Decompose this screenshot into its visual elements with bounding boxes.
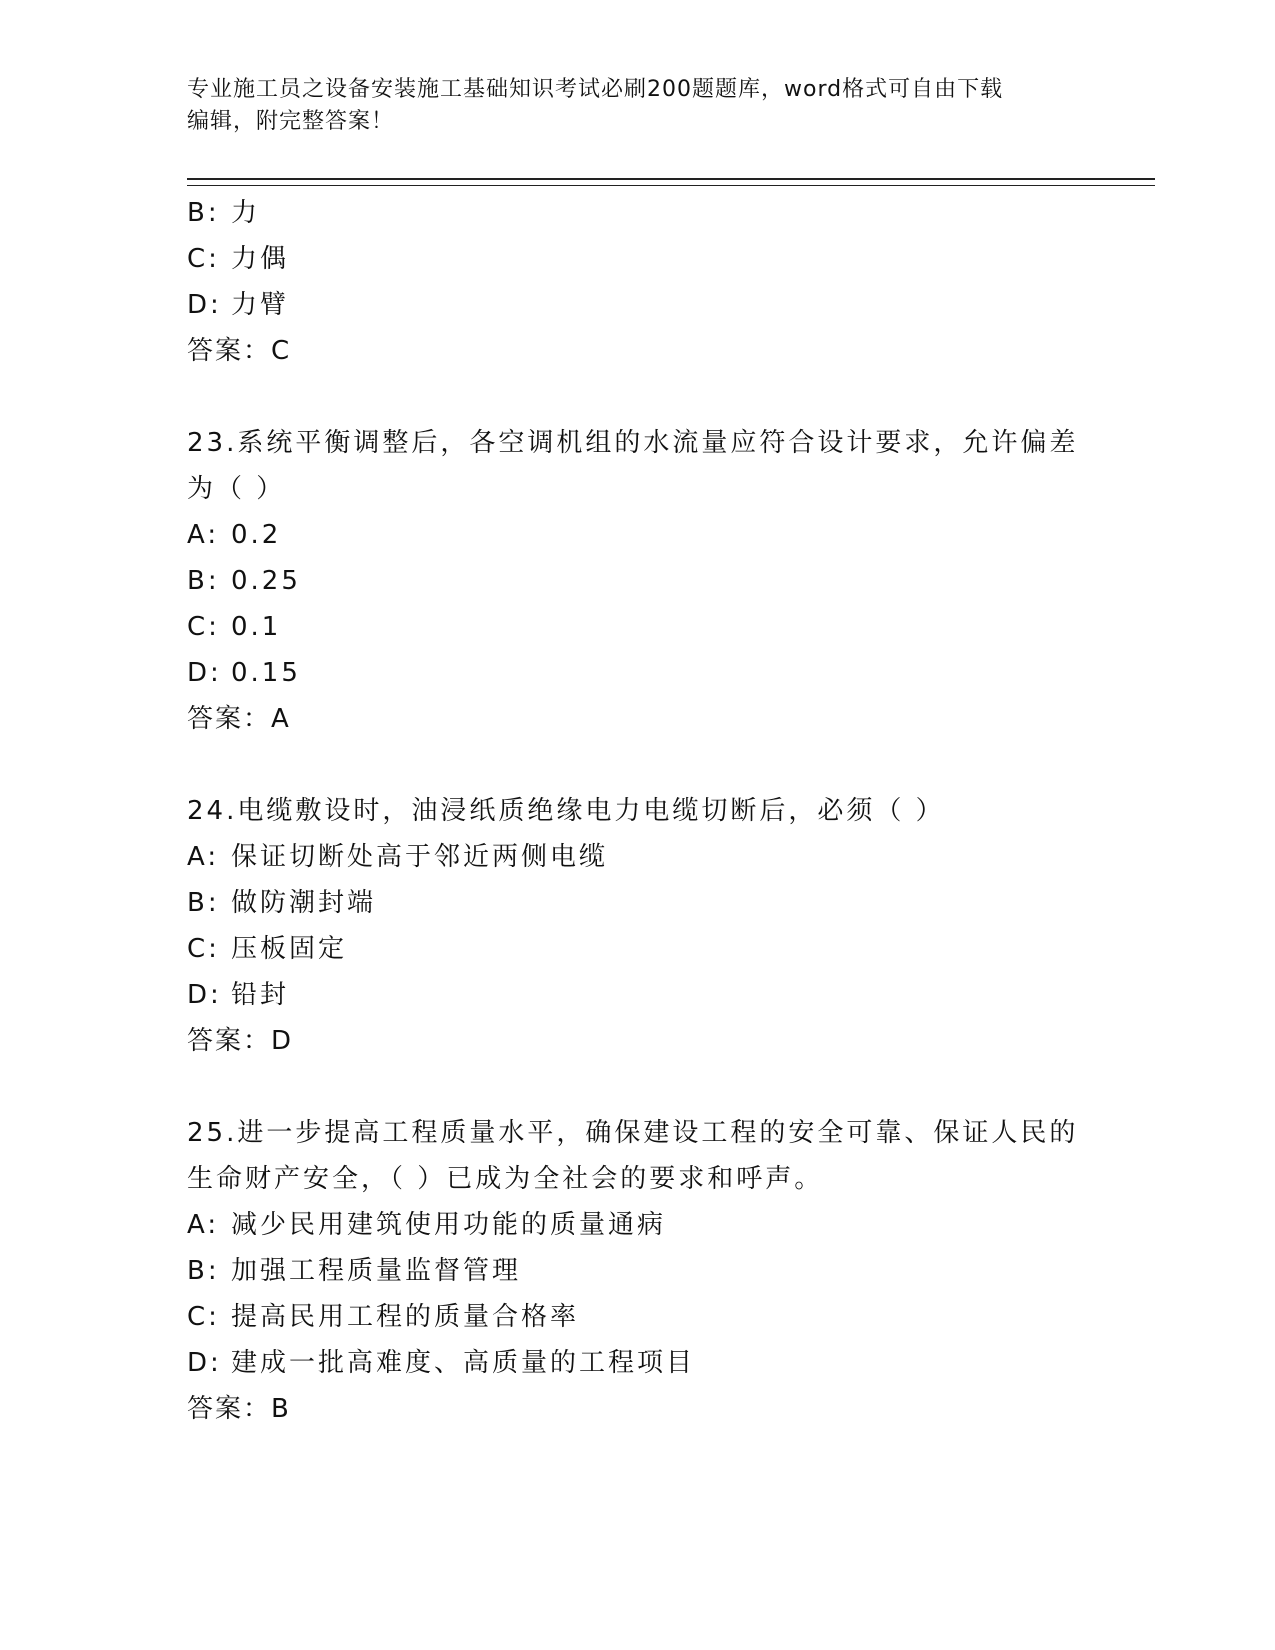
page-header (187, 74, 1087, 138)
option-text: 做防潮封端 (231, 888, 377, 918)
option-c (187, 604, 1087, 650)
option-key: B: (187, 888, 220, 918)
option-text: 铅封 (231, 980, 290, 1010)
option-a (187, 512, 1087, 558)
option-d (187, 282, 1087, 328)
option-text: 0.15 (231, 658, 301, 688)
spacer (187, 1064, 1087, 1110)
option-key: D: (187, 1348, 222, 1378)
question-24 (187, 788, 1087, 1064)
answer-line: 答案：D (187, 1026, 294, 1056)
question-stem-cont: 生命财产安全，（ ）已成为全社会的要求和呼声。 (187, 1164, 824, 1194)
option-text: 加强工程质量监督管理 (231, 1256, 522, 1286)
header-divider (187, 178, 1155, 186)
option-key: D: (187, 658, 222, 688)
option-key: D: (187, 980, 222, 1010)
option-text: 保证切断处高于邻近两侧电缆 (231, 842, 609, 872)
option-b (187, 1248, 1087, 1294)
option-c (187, 236, 1087, 282)
option-text: 建成一批高难度、高质量的工程项目 (231, 1348, 696, 1378)
option-text: 减少民用建筑使用功能的质量通病 (231, 1210, 667, 1240)
option-key: A: (187, 1210, 220, 1240)
option-a (187, 1202, 1087, 1248)
option-b (187, 558, 1087, 604)
question-stem: 23.系统平衡调整后，各空调机组的水流量应符合设计要求，允许偏差 (187, 428, 1079, 458)
option-text: 力臂 (231, 290, 290, 320)
answer-line: 答案：C (187, 336, 292, 366)
question-content (187, 190, 1087, 1432)
option-b (187, 190, 1087, 236)
option-key: C: (187, 1302, 220, 1332)
option-a (187, 834, 1087, 880)
option-c (187, 1294, 1087, 1340)
question-stem-cont: 为（ ） (187, 474, 286, 504)
spacer (187, 742, 1087, 788)
question-fragment (187, 190, 1087, 374)
option-d (187, 972, 1087, 1018)
option-text: 0.2 (231, 520, 282, 550)
option-key: D: (187, 290, 222, 320)
option-text: 0.1 (231, 612, 282, 642)
spacer (187, 374, 1087, 420)
option-key: A: (187, 520, 220, 550)
option-text: 压板固定 (231, 934, 348, 964)
option-text: 力偶 (231, 244, 290, 274)
question-stem: 25.进一步提高工程质量水平，确保建设工程的安全可靠、保证人民的 (187, 1118, 1079, 1148)
option-text: 0.25 (231, 566, 301, 596)
option-key: B: (187, 1256, 220, 1286)
header-title-line1: 专业施工员之设备安装施工基础知识考试必刷200题题库，word格式可自由下载 (187, 77, 1004, 102)
answer-line: 答案：A (187, 704, 291, 734)
option-key: B: (187, 198, 220, 228)
option-key: C: (187, 612, 220, 642)
question-25 (187, 1110, 1087, 1432)
answer-line: 答案：B (187, 1394, 291, 1424)
option-key: C: (187, 934, 220, 964)
option-c (187, 926, 1087, 972)
option-text: 提高民用工程的质量合格率 (231, 1302, 580, 1332)
option-d (187, 1340, 1087, 1386)
option-key: C: (187, 244, 220, 274)
option-key: B: (187, 566, 220, 596)
option-text: 力 (231, 198, 261, 228)
option-b (187, 880, 1087, 926)
option-d (187, 650, 1087, 696)
option-key: A: (187, 842, 220, 872)
question-stem: 24.电缆敷设时，油浸纸质绝缘电力电缆切断后，必须（ ） (187, 796, 945, 826)
question-23 (187, 420, 1087, 742)
header-title-line2: 编辑，附完整答案！ (187, 109, 395, 134)
